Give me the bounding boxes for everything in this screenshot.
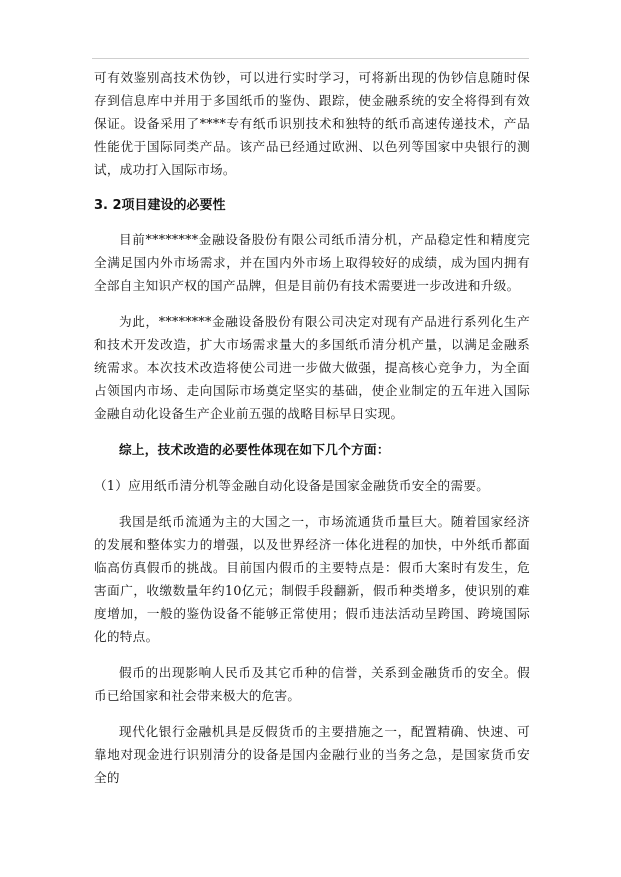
paragraph-counterfeit-impact: 假币的出现影响人民币及其它币种的信誉，关系到金融货币的安全。假币已给国家和社会带来极大的危害。 [94, 665, 530, 703]
paragraph-continuation: 可有效鉴别高技术伪钞，可以进行实时学习，可将新出现的伪钞信息随时保存到信息库中并用于多国纸币的鉴伪、跟踪，使金融系统的安全将得到有效保证。设备采用了****专有纸币识别技术和独特的纸币高速传递技术，产品性能优于国际同类产品。该产品已经通过欧洲、以色列等国家中央银行的测试，成功打入国际市场。 [94, 70, 530, 177]
document-body [94, 66, 530, 789]
paragraph-upgrade-plan: 为此，********金融设备股份有限公司决定对现有产品进行系列化生产和技术开发改造，扩大市场需求量大的多国纸币清分机产量，以满足金融系统需求。本次技术改造将使公司进一步做大做强，提高核心竞争力，为全面占领国内市场、走向国际市场奠定坚实的基础，使企业制定的五年进入国际金融自动化设备生产企业前五强的战略目标早日实现。 [94, 314, 530, 421]
header-rule [92, 58, 529, 59]
point-1-heading: （1）应用纸币清分机等金融自动化设备是国家金融货币安全的需要。 [94, 478, 490, 493]
paragraph-counterfeit-challenge: 我国是纸币流通为主的大国之一，市场流通货币量巨大。随着国家经济的发展和整体实力的增强，以及世界经济一体化进程的加快，中外纸币都面临高仿真假币的挑战。目前国内假币的主要特点是：假币大案时有发生，危害面广，收缴数量年约10亿元；制假手段翻新，假币种类增多，使识别的难度增加，一般的鉴伪设备不能够正常使用；假币违法活动呈跨国、跨境国际化的特点。 [94, 514, 530, 644]
paragraph-current-status: 目前********金融设备股份有限公司纸币清分机，产品稳定性和精度完全满足国内外市场需求，并在国内外市场上取得较好的成绩，成为国内拥有全部自主知识产权的国产品牌，但是目前仍有技术需要进一步改进和升级。 [94, 232, 530, 293]
section-heading-3-2: 3. 2项目建设的必要性 [94, 198, 226, 213]
paragraph-banking-equipment: 现代化银行金融机具是反假货币的主要措施之一，配置精确、快速、可靠地对现金进行识别清分的设备是国内金融行业的当务之急，是国家货币安全的 [94, 724, 530, 785]
summary-heading: 综上，技术改造的必要性体现在如下几个方面： [119, 442, 390, 457]
